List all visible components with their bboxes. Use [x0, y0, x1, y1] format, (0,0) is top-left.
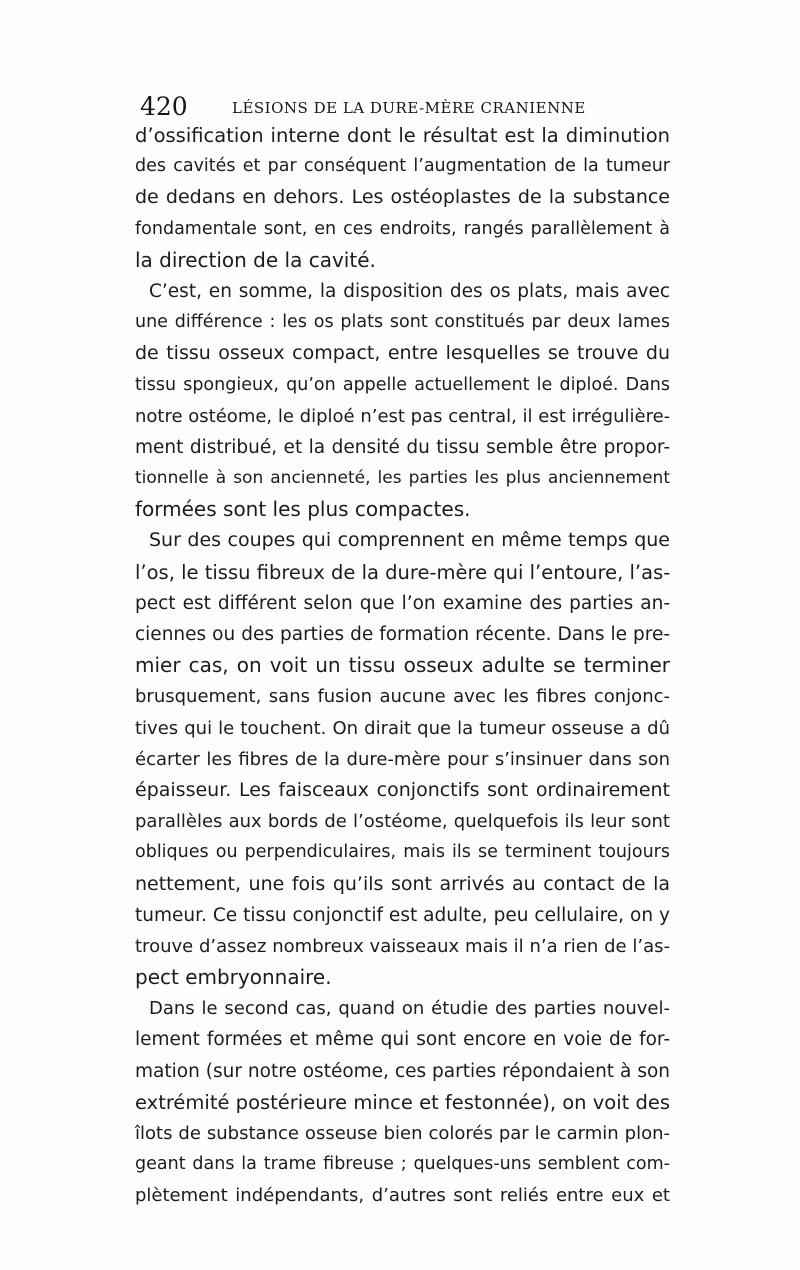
text-line: notre ostéome, le diploé n’est pas central, il est irrégulière-	[135, 405, 671, 427]
text-line: obliques ou perpendiculaires, mais ils se terminent toujours	[135, 842, 670, 863]
text-line: brusquement, sans fusion aucune avec les fibres conjonc-	[135, 686, 670, 708]
page-header	[140, 92, 685, 122]
text-line: la direction de la cavité.	[135, 247, 376, 272]
text-line: geant dans la trame fibreuse ; quelques-uns semblent com-	[135, 1154, 670, 1175]
text-line: tives qui le touchent. On dirait que la tumeur osseuse a dû	[135, 717, 670, 739]
text-line: tissu spongieux, qu’on appelle actuellement le diploé. Dans	[135, 374, 670, 395]
text-line: une différence : les os plats sont constitués par deux lames	[135, 312, 670, 333]
text-line: de tissu osseux compact, entre lesquelles se trouve du	[135, 342, 670, 365]
text-line: l’os, le tissu fibreux de la dure-mère qui l’entoure, l’as-	[135, 560, 671, 584]
page-number: 420	[140, 92, 188, 121]
text-line: écarter les fibres de la dure-mère pour s’insinuer dans son	[135, 748, 670, 770]
text-line: tumeur. Ce tissu conjonctif est adulte, peu cellulaire, on y	[135, 904, 670, 926]
text-line: Dans le second cas, quand on étudie des parties nouvel-	[149, 998, 670, 1020]
text-line: trouve d’assez nombreux vaisseaux mais il n’a rien de l’as-	[135, 935, 670, 957]
text-line: plètement indépendants, d’autres sont reliés entre eux et	[135, 1185, 670, 1207]
text-line: pect est différent selon que l’on examine des parties an-	[135, 592, 670, 614]
text-line: C’est, en somme, la disposition des os plats, mais avec	[149, 280, 670, 302]
text-line: îlots de substance osseuse bien colorés par le carmin plon-	[135, 1123, 670, 1144]
text-line: d’ossification interne dont le résultat est la diminution	[135, 124, 670, 147]
text-line: extrémité postérieure mince et festonnée), on voit des	[135, 1090, 670, 1114]
text-line: formées sont les plus compactes.	[135, 497, 471, 522]
text-line: des cavités et par conséquent l’augmentation de la tumeur	[135, 156, 670, 177]
text-line: mation (sur notre ostéome, ces parties répondaient à son	[135, 1060, 670, 1082]
text-line: de dedans en dehors. Les ostéoplastes de la substance	[135, 186, 670, 209]
text-line: parallèles aux bords de l’ostéome, quelquefois ils leur sont	[135, 811, 670, 833]
text-line: épaisseur. Les faisceaux conjonctifs sont ordinairement	[135, 778, 670, 801]
text-line: ment distribué, et la densité du tissu semble être propor-	[135, 436, 670, 458]
text-line: pect embryonnaire.	[135, 965, 332, 990]
text-line: ciennes ou des parties de formation récente. Dans le pre-	[135, 624, 670, 645]
body-text	[135, 120, 670, 1212]
text-line: lement formées et même qui sont encore en voie de for-	[135, 1029, 670, 1051]
text-line: tionnelle à son ancienneté, les parties les plus anciennement	[135, 468, 670, 489]
text-line: fondamentale sont, en ces endroits, rangés parallèlement à	[135, 218, 670, 239]
running-title: LÉSIONS DE LA DURE-MÈRE CRANIENNE	[232, 99, 586, 117]
text-line: nettement, une fois qu’ils sont arrivés au contact de la	[135, 872, 670, 895]
text-line: Sur des coupes qui comprennent en même temps que	[149, 529, 670, 552]
text-line: mier cas, on voit un tissu osseux adulte se terminer	[135, 653, 670, 678]
